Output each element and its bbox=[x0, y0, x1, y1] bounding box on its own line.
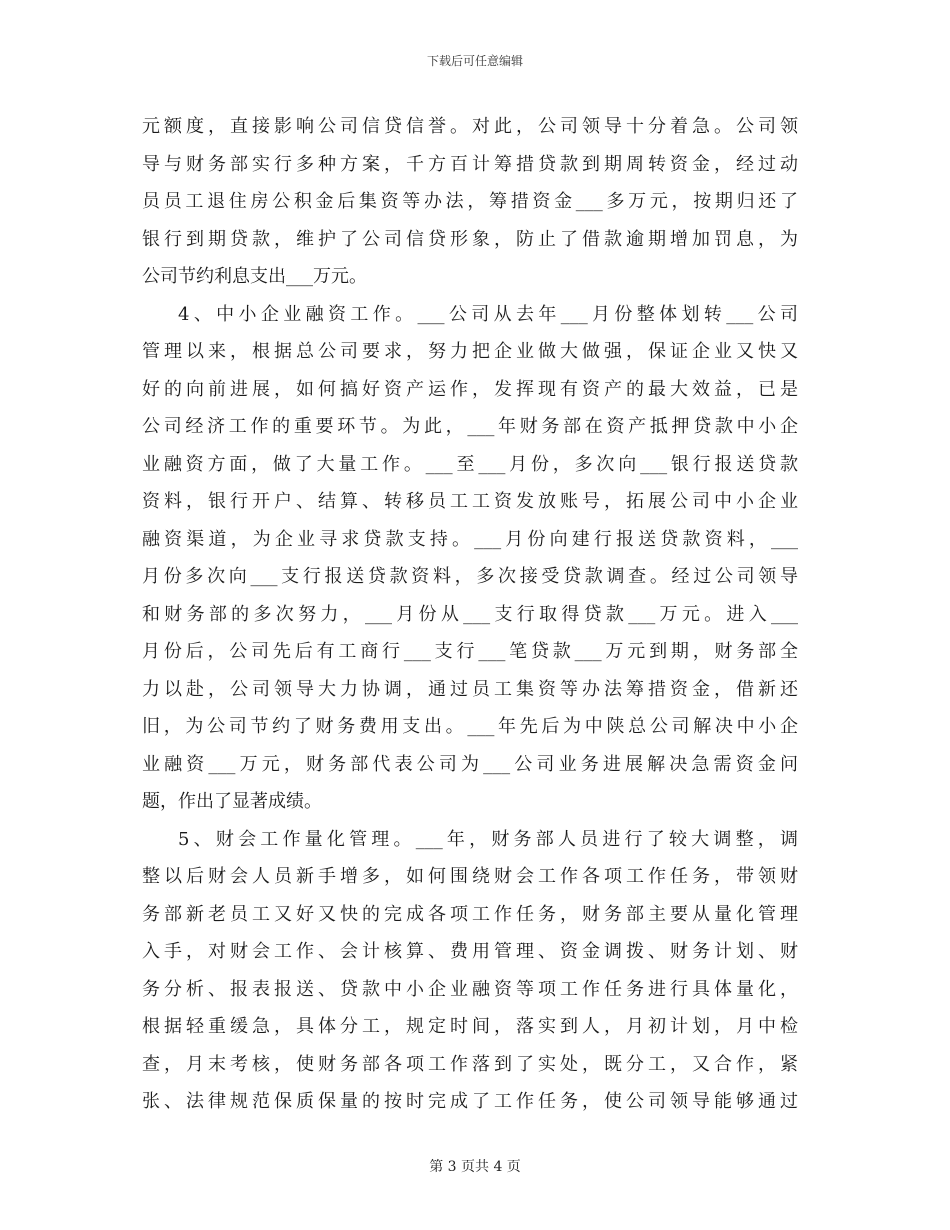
text-line: 导与财务部实行多种方案，千方百计筹措贷款到期周转资金，经过动 bbox=[142, 153, 798, 175]
text-line: 整以后财会人员新手增多，如何围绕财会工作各项工作任务，带领财 bbox=[142, 866, 798, 887]
text-line: 务分析、报表报送、贷款中小企业融资等项工作任务进行具体量化， bbox=[142, 978, 798, 1000]
text-line: 业融资___万元，财务部代表公司为___公司业务进展解决急需资金问 bbox=[142, 753, 798, 775]
page-header: 下载后可任意编辑 bbox=[426, 54, 523, 68]
text-line: 管理以来，根据总公司要求，努力把企业做大做强，保证企业又快又 bbox=[142, 341, 798, 362]
text-line: 力以赴，公司领导大力协调，通过员工集资等办法筹措资金，借新还 bbox=[142, 678, 798, 700]
text-line: 5、财会工作量化管理。___年，财务部人员进行了较大调整，调 bbox=[178, 828, 798, 850]
paragraph bbox=[142, 296, 798, 821]
text-line: 查，月末考核，使财务部各项工作落到了实处，既分工，又合作，紧 bbox=[142, 1053, 798, 1075]
text-line: 好的向前进展，如何搞好资产运作，发挥现有资产的最大效益，已是 bbox=[142, 378, 798, 400]
text-line: 公司节约利息支出___万元。 bbox=[142, 266, 367, 287]
text-line: 月份多次向___支行报送贷款资料，多次接受贷款调查。经过公司领导 bbox=[142, 566, 798, 587]
text-line: 员员工退住房公积金后集资等办法，筹措资金___多万元，按期归还了 bbox=[142, 191, 798, 212]
text-line: 资料，银行开户、结算、转移员工工资发放账号，拓展公司中小企业 bbox=[142, 491, 798, 512]
text-line: 和财务部的多次努力，___月份从___支行取得贷款___万元。进入___ bbox=[142, 603, 798, 625]
paragraph bbox=[142, 821, 798, 1121]
text-line: 月份后，公司先后有工商行___支行___笔贷款___万元到期，财务部全 bbox=[142, 641, 798, 662]
text-line: 题，作出了显著成绩。 bbox=[142, 791, 322, 812]
text-line: 旧，为公司节约了财务费用支出。___年先后为中陕总公司解决中小企 bbox=[142, 716, 798, 737]
text-line: 融资渠道，为企业寻求贷款支持。___月份向建行报送贷款资料，___ bbox=[142, 528, 798, 550]
text-line: 4、中小企业融资工作。___公司从去年___月份整体划转___公司 bbox=[178, 303, 798, 325]
text-line: 入手，对财会工作、会计核算、费用管理、资金调拨、财务计划、财 bbox=[142, 941, 798, 962]
text-line: 根据轻重缓急，具体分工，规定时间，落实到人，月初计划，月中检 bbox=[142, 1016, 798, 1037]
text-line: 务部新老员工又好又快的完成各项工作任务，财务部主要从量化管理 bbox=[142, 903, 798, 925]
text-line: 元额度，直接影响公司信贷信誉。对此，公司领导十分着急。公司领 bbox=[142, 116, 798, 137]
text-line: 张、法律规范保质保量的按时完成了工作任务，使公司领导能够通过 bbox=[142, 1091, 798, 1112]
paragraph bbox=[142, 108, 798, 296]
document-body bbox=[142, 108, 798, 1121]
page-footer: 第 3 页共 4 页 bbox=[429, 1159, 521, 1175]
text-line: 业融资方面，做了大量工作。___至___月份，多次向___银行报送贷款 bbox=[142, 453, 798, 475]
text-line: 银行到期贷款，维护了公司信贷形象，防止了借款逾期增加罚息，为 bbox=[142, 228, 798, 250]
text-line: 公司经济工作的重要环节。为此，___年财务部在资产抵押贷款中小企 bbox=[142, 416, 798, 437]
